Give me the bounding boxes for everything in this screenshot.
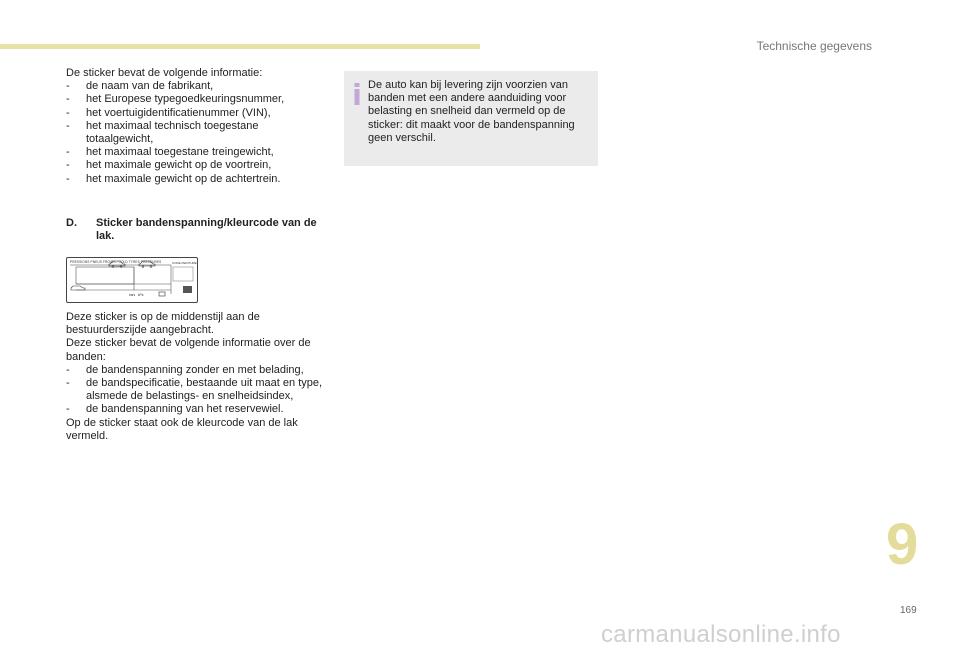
list-item: - de bandenspanning zonder en met belading, [66,364,328,377]
sticker-paint-code-label: CODE PEINTURE [172,261,197,265]
paragraph: Deze sticker bevat de volgende informatie over de banden: [66,337,311,363]
intro-text: De sticker bevat de volgende informatie: [66,67,263,79]
list-item: - het Europese typegoedkeuringsnummer, [66,93,328,106]
note-text: De auto kan bij levering zijn voorzien van banden met een andere aanduiding voor belasting en snelheid dan vermeld op de sticker: dit maakt voor de bandenspanning geen verschil. [368,79,575,144]
list-item: - het voertuigidentificatienummer (VIN), [66,107,328,120]
list-item: - de naam van de fabrikant, [66,80,328,93]
watermark: carmanualsonline.info [601,621,841,648]
plate-info-list [66,80,328,186]
paragraph: Deze sticker is op de middenstijl aan de bestuurderszijde aangebracht. [66,311,260,337]
sticker-header-text: PRESSIONS PNEUS FROIDS / COLD TYRES PRESSURES [70,260,162,264]
tyre-pressure-sticker-illustration [66,257,198,303]
list-item: - het maximaal technisch toegestane totaalgewicht, [66,120,328,146]
list-item: - de bandenspanning van het reservewiel. [66,403,328,416]
list-item: - het maximale gewicht op de achtertrein. [66,173,328,186]
section-d-heading [66,217,328,243]
sticker-units-label: bars kPa [129,293,144,297]
header-accent-bar [0,44,480,49]
vehicle-plate-info [66,67,328,186]
car-side-icon [71,286,85,290]
page-number: 169 [900,605,917,616]
list-item: - het maximale gewicht op de voortrein, [66,159,328,172]
chapter-number: 9 [886,512,919,577]
section-letter: D. [66,217,77,229]
car-icon [109,261,155,267]
section-title: Sticker bandenspanning/kleurcode van de lak. [96,217,317,242]
list-item: - het maximaal toegestane treingewicht, [66,146,328,159]
tyre-info-list [66,364,328,417]
info-icon [353,83,361,105]
tyre-sticker-description [66,311,328,443]
info-note-box [344,71,598,166]
list-item: - de bandspecificatie, bestaande uit maat en type, alsmede de belastings- en snelheidsindex, [66,377,328,403]
chapter-title: Technische gegevens [756,39,872,53]
closing-paragraph: Op de sticker staat ook de kleurcode van de lak vermeld. [66,416,298,442]
